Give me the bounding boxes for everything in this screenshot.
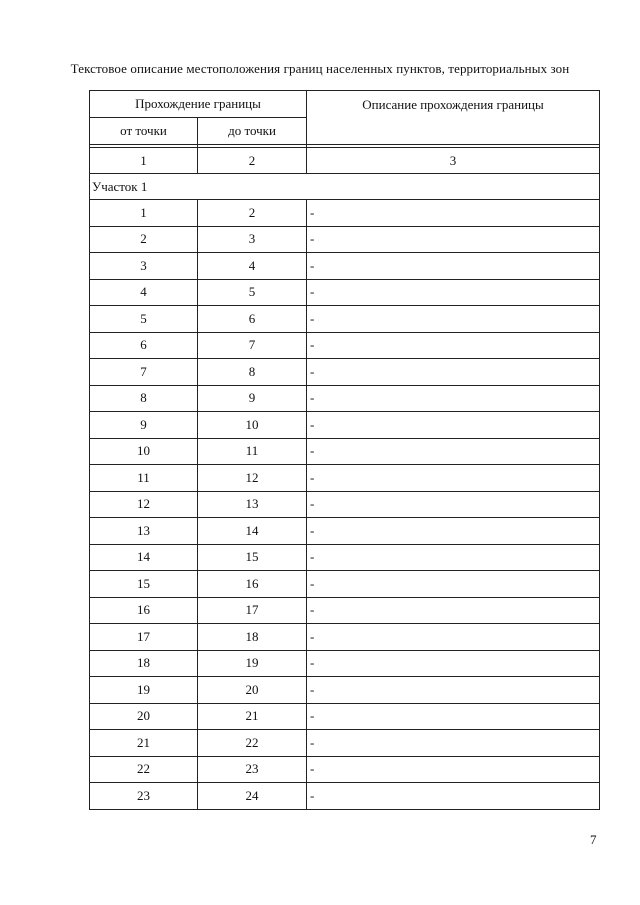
from-point-cell: 23: [90, 783, 198, 810]
to-point-cell: 6: [198, 306, 307, 333]
table-row: [90, 677, 600, 704]
description-cell: -: [307, 544, 600, 571]
table-row: [90, 200, 600, 227]
description-cell: -: [307, 491, 600, 518]
from-point-cell: 8: [90, 385, 198, 412]
from-point-cell: 12: [90, 491, 198, 518]
to-point-cell: 17: [198, 597, 307, 624]
boundary-table: [89, 90, 600, 810]
description-cell: -: [307, 438, 600, 465]
from-point-cell: 18: [90, 650, 198, 677]
header-from-point: от точки: [90, 118, 198, 145]
table-row: [90, 465, 600, 492]
column-number-row: [90, 148, 600, 174]
section-row: [90, 174, 600, 200]
to-point-cell: 16: [198, 571, 307, 598]
to-point-cell: 2: [198, 200, 307, 227]
to-point-cell: 24: [198, 783, 307, 810]
table-row: [90, 597, 600, 624]
to-point-cell: 23: [198, 756, 307, 783]
table-row: [90, 730, 600, 757]
from-point-cell: 4: [90, 279, 198, 306]
description-cell: -: [307, 226, 600, 253]
to-point-cell: 12: [198, 465, 307, 492]
from-point-cell: 9: [90, 412, 198, 439]
column-number-cell: 1: [90, 148, 198, 174]
table-row: [90, 624, 600, 651]
section-label: Участок 1: [90, 174, 600, 200]
to-point-cell: 5: [198, 279, 307, 306]
description-cell: -: [307, 756, 600, 783]
from-point-cell: 11: [90, 465, 198, 492]
description-cell: -: [307, 465, 600, 492]
description-cell: -: [307, 279, 600, 306]
from-point-cell: 3: [90, 253, 198, 280]
to-point-cell: 9: [198, 385, 307, 412]
description-cell: -: [307, 703, 600, 730]
from-point-cell: 6: [90, 332, 198, 359]
from-point-cell: 20: [90, 703, 198, 730]
from-point-cell: 16: [90, 597, 198, 624]
table-row: [90, 438, 600, 465]
table-row: [90, 756, 600, 783]
from-point-cell: 13: [90, 518, 198, 545]
from-point-cell: 21: [90, 730, 198, 757]
header-description: Описание прохождения границы: [307, 91, 600, 145]
to-point-cell: 20: [198, 677, 307, 704]
description-cell: -: [307, 597, 600, 624]
from-point-cell: 17: [90, 624, 198, 651]
column-number-cell: 2: [198, 148, 307, 174]
from-point-cell: 10: [90, 438, 198, 465]
table-row: [90, 253, 600, 280]
table-row: [90, 571, 600, 598]
from-point-cell: 22: [90, 756, 198, 783]
page-number: 7: [590, 832, 597, 847]
description-cell: -: [307, 385, 600, 412]
from-point-cell: 19: [90, 677, 198, 704]
to-point-cell: 13: [198, 491, 307, 518]
document-title: Текстовое описание местоположения границ населенных пунктов, территориальных зон: [70, 61, 570, 76]
description-cell: -: [307, 677, 600, 704]
description-cell: -: [307, 306, 600, 333]
to-point-cell: 11: [198, 438, 307, 465]
table-row: [90, 306, 600, 333]
to-point-cell: 21: [198, 703, 307, 730]
header-to-point: до точки: [198, 118, 307, 145]
from-point-cell: 14: [90, 544, 198, 571]
to-point-cell: 19: [198, 650, 307, 677]
to-point-cell: 8: [198, 359, 307, 386]
table-row: [90, 783, 600, 810]
table-row: [90, 412, 600, 439]
column-number-cell: 3: [307, 148, 600, 174]
from-point-cell: 2: [90, 226, 198, 253]
from-point-cell: 7: [90, 359, 198, 386]
header-boundary-passage: Прохождение границы: [90, 91, 307, 118]
table-row: [90, 491, 600, 518]
to-point-cell: 10: [198, 412, 307, 439]
description-cell: -: [307, 518, 600, 545]
table-row: [90, 703, 600, 730]
from-point-cell: 5: [90, 306, 198, 333]
description-cell: -: [307, 359, 600, 386]
to-point-cell: 14: [198, 518, 307, 545]
description-cell: -: [307, 332, 600, 359]
description-cell: -: [307, 412, 600, 439]
table-row: [90, 359, 600, 386]
to-point-cell: 18: [198, 624, 307, 651]
to-point-cell: 3: [198, 226, 307, 253]
description-cell: -: [307, 571, 600, 598]
table-header: [90, 91, 600, 145]
to-point-cell: 22: [198, 730, 307, 757]
to-point-cell: 4: [198, 253, 307, 280]
description-cell: -: [307, 253, 600, 280]
description-cell: -: [307, 783, 600, 810]
table-row: [90, 385, 600, 412]
table-row: [90, 650, 600, 677]
table-row: [90, 518, 600, 545]
table-row: [90, 226, 600, 253]
from-point-cell: 15: [90, 571, 198, 598]
to-point-cell: 15: [198, 544, 307, 571]
table-row: [90, 544, 600, 571]
from-point-cell: 1: [90, 200, 198, 227]
to-point-cell: 7: [198, 332, 307, 359]
table-row: [90, 279, 600, 306]
description-cell: -: [307, 730, 600, 757]
description-cell: -: [307, 200, 600, 227]
description-cell: -: [307, 650, 600, 677]
description-cell: -: [307, 624, 600, 651]
table-row: [90, 332, 600, 359]
